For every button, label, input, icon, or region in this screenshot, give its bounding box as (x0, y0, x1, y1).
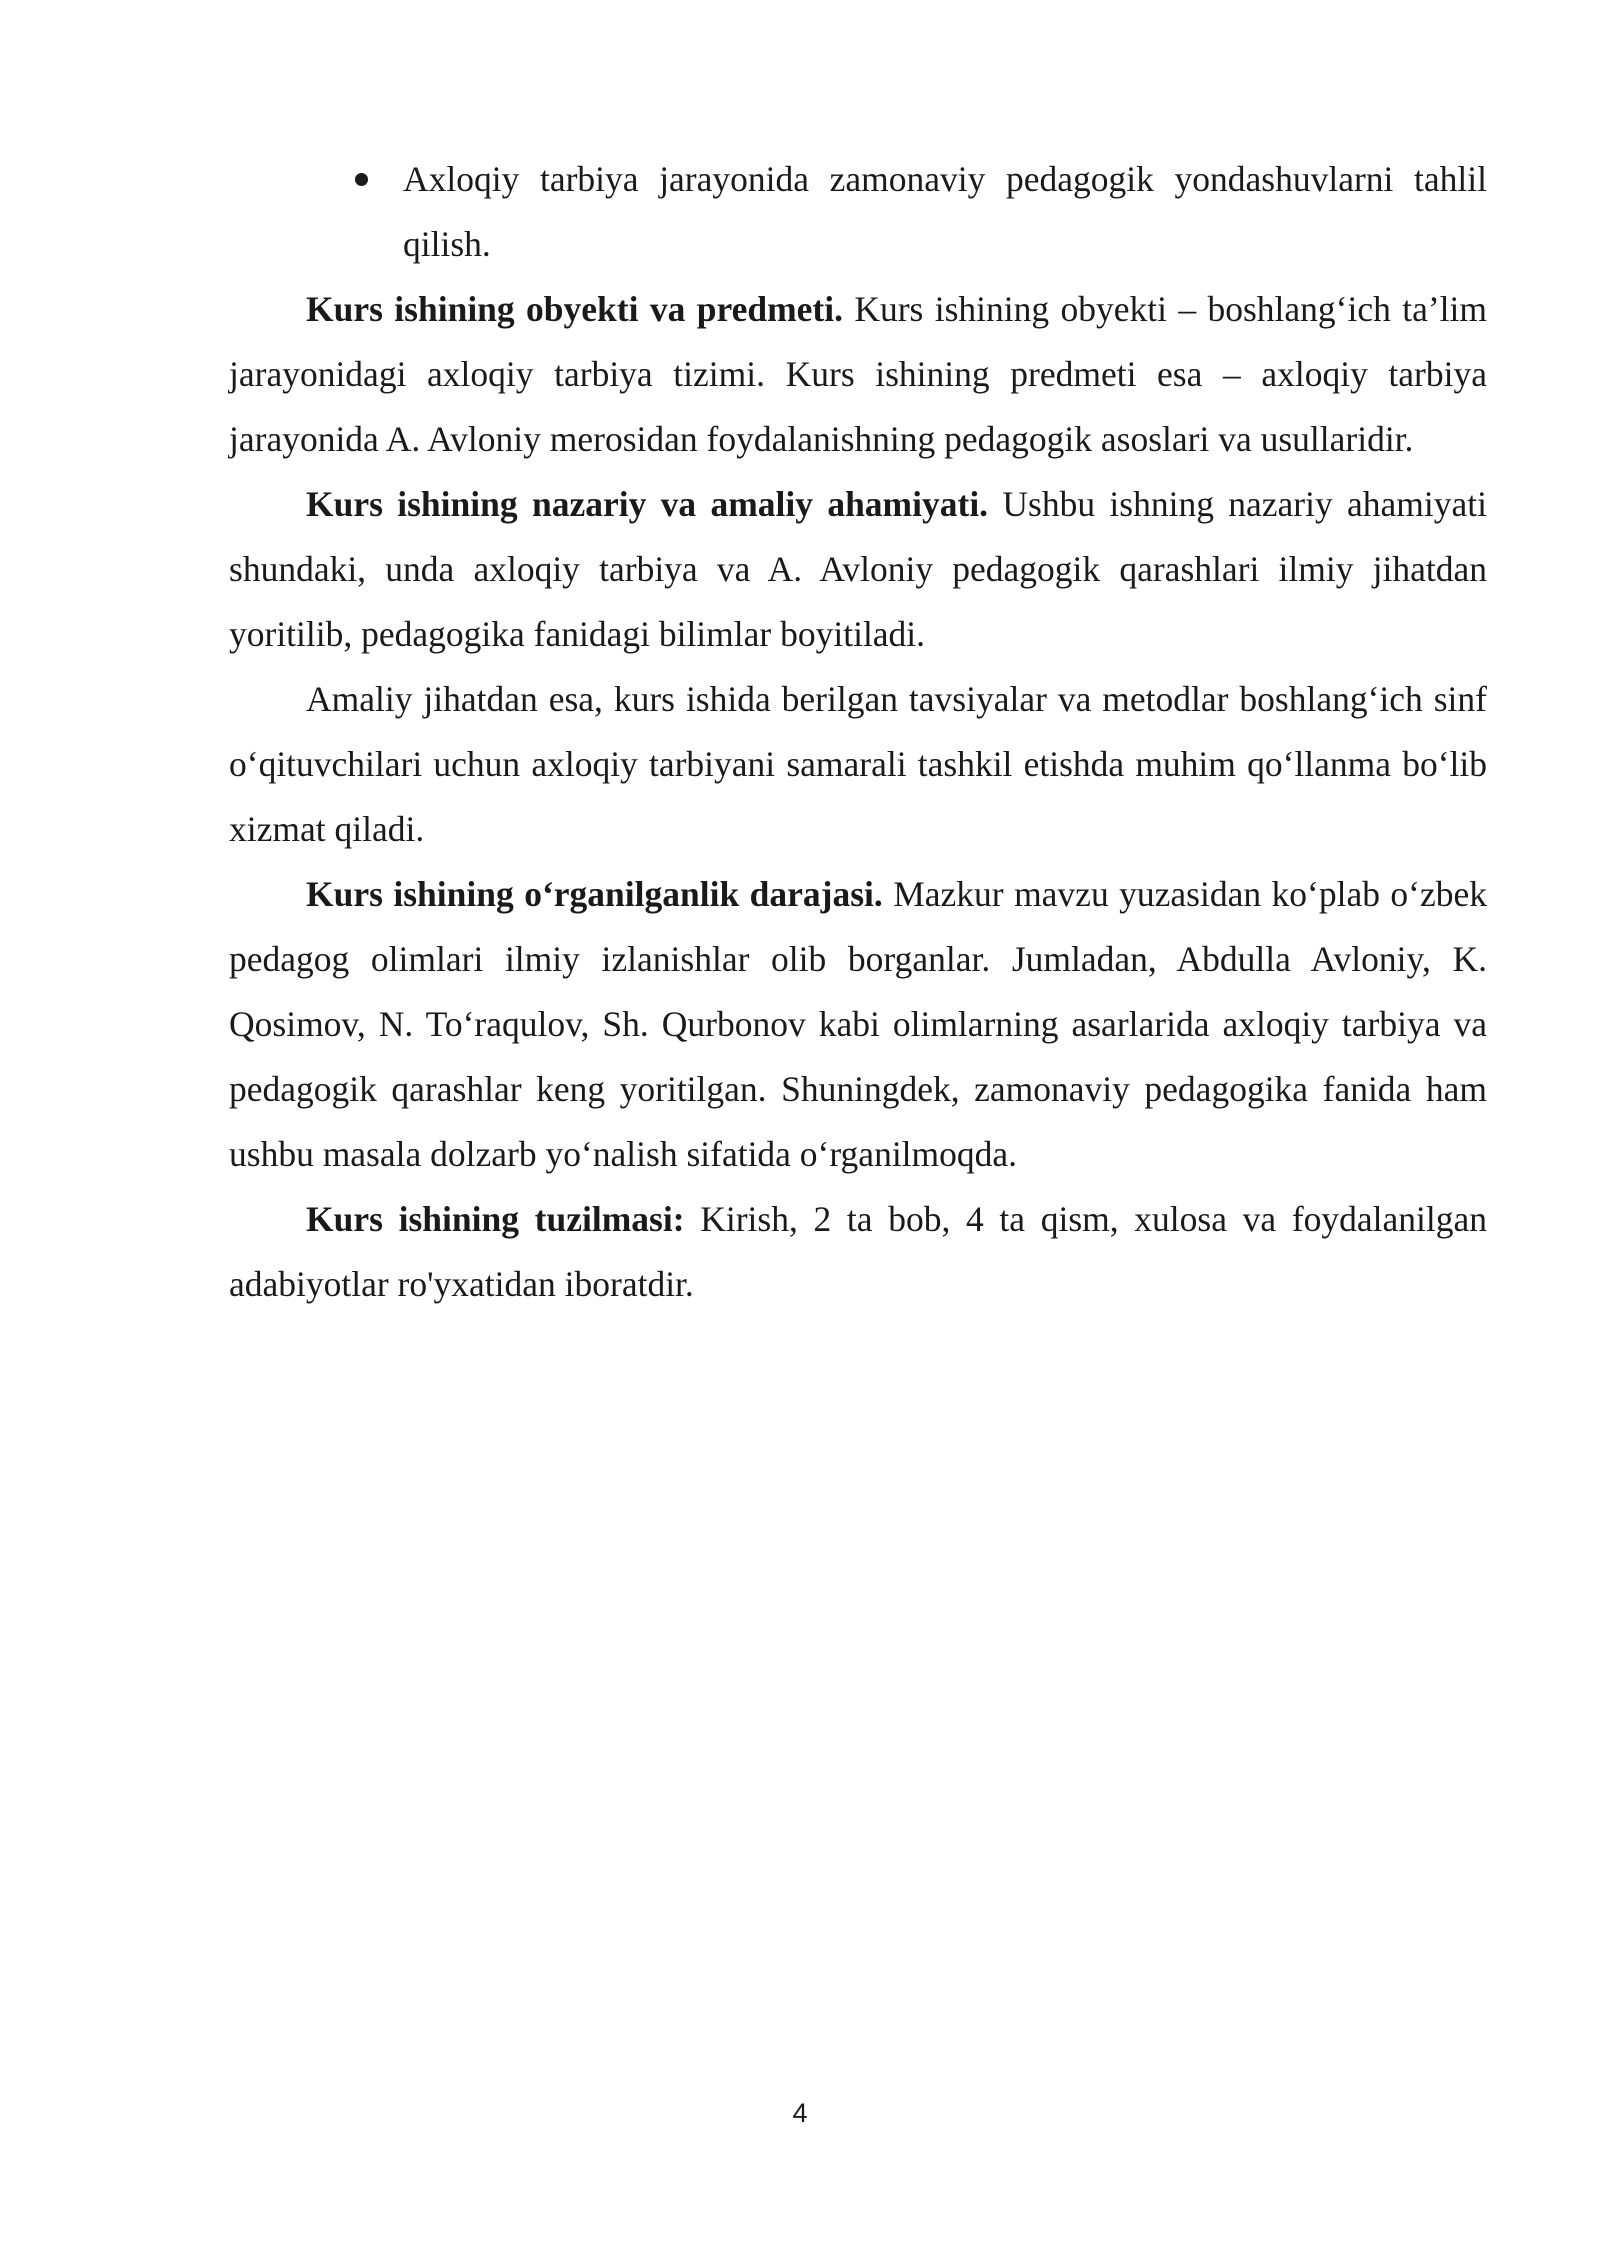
paragraph-practical (229, 667, 1487, 862)
paragraph-text: Amaliy jihatdan esa, kurs ishida berilgan tavsiyalar va metodlar boshlang‘ich sinf o‘qituvchilari uchun axloqiy tarbiyani samarali tashkil etishda muhim qo‘llanma bo‘lib xizmat qiladi. (229, 679, 1487, 849)
bullet-dot-icon (355, 173, 368, 186)
paragraph-heading: Kurs ishining obyekti va predmeti. (306, 289, 843, 329)
paragraph-text: Ushbu ishning nazariy ahamiyati shundaki, unda axloqiy tarbiya va A. Avloniy pedagogik qarashlari ilmiy jihatdan yoritilib, pedagogika fanidagi bilimlar boyitiladi. (229, 484, 1488, 654)
paragraph-text: Kirish, 2 ta bob, 4 ta qism, xulosa va foydalanilgan adabiyotlar ro'yxatidan iboratdir. (229, 1199, 1488, 1304)
paragraph-significance (229, 472, 1487, 667)
paragraph-structure (229, 1187, 1487, 1317)
paragraph-text: Mazkur mavzu yuzasidan ko‘plab o‘zbek pedagog olimlari ilmiy izlanishlar olib borganlar. Jumladan, Abdulla Avloniy, K. Qosimov, N. To‘raqulov, Sh. Qurbonov kabi olimlarning asarlarida axloqiy tarbiya va pedagogik qarashlar keng yoritilgan. Shuningdek, zamonaviy pedagogika fanida ham ushbu masala dolzarb yo‘nalish sifatida o‘rganilmoqda. (229, 874, 1487, 1174)
paragraph-heading: Kurs ishining tuzilmasi: (306, 1199, 685, 1239)
page-body (229, 147, 1487, 1317)
list-item (229, 147, 1487, 277)
paragraph-text: Kurs ishining obyekti – boshlang‘ich ta’lim jarayonidagi axloqiy tarbiya tizimi. Kurs ishining predmeti esa – axloqiy tarbiya jarayonida A. Avloniy merosidan foydalanishning pedagogik asoslari va usullaridir. (229, 289, 1487, 459)
paragraph-heading: Kurs ishining nazariy va amaliy ahamiyati. (306, 484, 989, 524)
page-number: 4 (792, 2098, 808, 2128)
paragraph-research-level (229, 862, 1487, 1187)
paragraph-heading: Kurs ishining o‘rganilganlik darajasi. (306, 874, 883, 914)
list-item-text: Axloqiy tarbiya jarayonida zamonaviy pedagogik yondashuvlarni tahlil qilish. (403, 159, 1487, 264)
paragraph-object-subject (229, 277, 1487, 472)
